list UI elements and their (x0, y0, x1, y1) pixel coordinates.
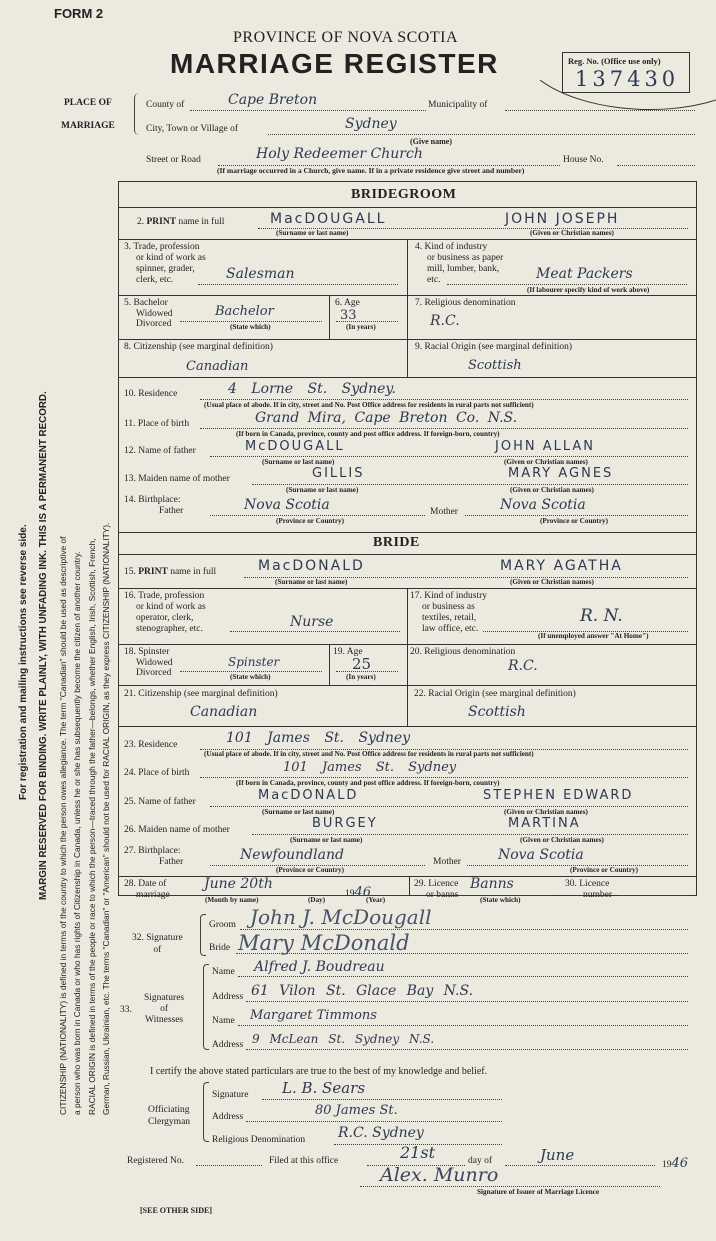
birth-caption: (If born in Canada, province, county and post office address. If foreign-born, country) (236, 430, 500, 438)
q25-label: 25. Name of father (124, 797, 196, 807)
clergy-brace (203, 1082, 209, 1142)
f-sur-caption: (Surname or last name) (262, 458, 335, 466)
q5-label: 5. Bachelor Widowed Divorced (124, 298, 173, 329)
groom-racial: Scottish (468, 358, 522, 373)
q3-label: 3. Trade, profession or kind of work as spinner, grader, clerk, etc. (124, 242, 206, 285)
b-given-caption: (Given or Christian names) (510, 578, 594, 586)
bride-given: MARY AGATHA (500, 558, 623, 574)
side-note-1: For registration and mailing instructions see reverse side. (18, 524, 29, 800)
officiating-label: Officiating Clergyman (148, 1105, 191, 1127)
side-note-4: a person who was born in Canada or who has rights of Citizenship in Canada, unless he or she has subsequently become the citizen of another country. (72, 551, 82, 1115)
city-value: Sydney (345, 116, 397, 132)
county-label: County of (146, 100, 185, 110)
issuer-signature: Alex. Munro (380, 1164, 499, 1186)
municipality-label: Municipality of (428, 100, 488, 110)
q8-label: 8. Citizenship (see marginal definition) (124, 342, 273, 352)
bride-citizenship: Canadian (190, 704, 258, 720)
q20-label: 20. Religious denomination (410, 647, 516, 657)
side-note-2: MARGIN RESERVED FOR BINDING. WRITE PLAINLY, WITH UNFADING INK. THIS IS A PERMANENT RECORD. (38, 391, 49, 900)
q10-label: 10. Residence (124, 389, 178, 399)
bpc-caption-1: (Province or Country) (276, 866, 345, 874)
status-caption: (State which) (230, 323, 271, 331)
day-of-label: day of (468, 1156, 493, 1166)
groom-status: Bachelor (215, 304, 274, 319)
reg-label: Reg. No. (Office use only) (568, 56, 661, 66)
bride-father-bp: Newfoundland (240, 847, 344, 863)
certify-text: I certify the above stated particulars are true to the best of my knowledge and belief. (150, 1066, 488, 1077)
groom-given: JOHN JOSEPH (505, 211, 620, 227)
page-title: MARRIAGE REGISTER (170, 48, 499, 79)
filed-label: Filed at this office (269, 1156, 339, 1166)
city-label: City, Town or Village of (146, 124, 238, 134)
bride-mother-bp: Nova Scotia (498, 847, 584, 863)
side-note-6: German, Russian, Ukrainian, etc. The terms "Canadian" or "American" should not be used for RACIAL ORIGIN, as they express CITIZENSHIP (NATIONALITY). (101, 522, 111, 1115)
bride-mother-bp-label: Mother (433, 857, 461, 867)
registered-no-label: Registered No. (127, 1156, 184, 1166)
bride-status: Spinster (228, 655, 280, 669)
q7-label: 7. Religious denomination (415, 298, 516, 308)
bf-given-caption: (Given or Christian names) (504, 808, 588, 816)
q21-label: 21. Citizenship (see marginal definition) (124, 689, 278, 699)
q14-label: 14. Birthplace: Father (124, 495, 184, 516)
res-caption: (Usual place of abode. If in city, street and No. Post Office address for residents in rural parts not sufficient) (204, 401, 534, 409)
b-status-caption: (State which) (230, 673, 271, 681)
b-sur-caption: (Surname or last name) (275, 578, 348, 586)
filed-day: 21st (400, 1143, 435, 1162)
bride-surname: MacDONALD (258, 558, 365, 574)
month-caption: (Month by name) (205, 896, 259, 904)
bride-father-given: STEPHEN EDWARD (483, 788, 634, 803)
q4-caption: (If labourer specify kind of work above) (527, 286, 650, 294)
pc-caption-1: (Province or Country) (276, 517, 345, 525)
form-id: FORM 2 (54, 6, 104, 21)
side-note-5: RACIAL ORIGIN is defined in terms of the people or race to which the person—traced through the father—belongs, whether English, Irish, Scottish, French, (87, 538, 97, 1115)
q26-label: 26. Maiden name of mother (124, 825, 230, 835)
reg-number: 137430 (575, 67, 680, 91)
groom-birthplace: Grand Mira, Cape Breton Co. N.S. (255, 410, 518, 426)
bride-signature: Mary McDonald (238, 931, 410, 955)
q32-label: 32. Signature of (132, 933, 183, 955)
q18-label: 18. Spinster Widowed Divorced (124, 647, 173, 678)
marriage-label: MARRIAGE (61, 121, 115, 131)
marriage-year: 1946 (345, 885, 372, 900)
q33-label: Signatures of Witnesses (144, 993, 185, 1025)
q33-number: 33. (120, 1005, 132, 1015)
clergy-rel-label: Religious Denomination (212, 1135, 306, 1145)
q9-label: 9. Racial Origin (see marginal definition) (415, 342, 573, 352)
bride-residence: 101 James St. Sydney (226, 730, 411, 746)
bride-father-surname: MacDONALD (258, 788, 359, 803)
issuer-caption: Signature of Issuer of Marriage Licence (477, 1188, 600, 1196)
q17-label: 17. Kind of industry or business as textiles, retail, law office, etc. (410, 591, 488, 634)
groom-residence: 4 Lorne St. Sydney. (228, 381, 396, 397)
bpc-caption-2: (Province or Country) (570, 866, 639, 874)
q17-caption: (If unemployed answer "At Home") (538, 632, 649, 640)
age-caption: (In years) (346, 323, 376, 331)
groom-father-surname: McDOUGALL (245, 439, 345, 454)
groom-trade: Salesman (226, 266, 295, 282)
see-other-side: [SEE OTHER SIDE] (140, 1206, 213, 1215)
bride-heading: BRIDE (373, 535, 420, 550)
q29-label: 29. Licence or banns (414, 879, 459, 900)
groom-surname: MacDOUGALL (270, 211, 387, 227)
groom-age: 33 (340, 308, 357, 323)
q33-brace (203, 964, 209, 1050)
groom-mother-bp-label: Mother (430, 507, 458, 517)
year-caption: (Year) (366, 896, 386, 904)
q28-label: 28. Date of marriage (124, 879, 170, 900)
w2-name-label: Name (212, 1016, 235, 1026)
q12-label: 12. Name of father (124, 446, 196, 456)
bf-sur-caption: (Surname or last name) (262, 808, 335, 816)
groom-industry: Meat Packers (536, 266, 633, 282)
m-sur-caption: (Surname or last name) (286, 486, 359, 494)
given-caption: (Given or Christian names) (530, 229, 614, 237)
marriage-date: June 20th (204, 876, 273, 892)
clergy-address: 80 James St. (315, 1103, 398, 1118)
groom-mother-given: MARY AGNES (508, 466, 614, 481)
place-note: (If marriage occurred in a Church, give name. If in a private residence give street and number) (217, 166, 525, 175)
bm-given-caption: (Given or Christian names) (520, 836, 604, 844)
clergy-sig-label: Signature (212, 1090, 249, 1100)
house-label: House No. (563, 155, 604, 165)
give-name-caption: (Give name) (410, 137, 452, 146)
bm-sur-caption: (Surname or last name) (290, 836, 363, 844)
w1-addr-label: Address (212, 992, 244, 1002)
q23-label: 23. Residence (124, 740, 178, 750)
groom-sig-label: Groom (209, 920, 236, 930)
groom-father-given: JOHN ALLAN (495, 439, 595, 454)
b-birth-caption: (If born in Canada, province, county and post office address. If foreign-born, country) (236, 779, 500, 787)
w1-address: 61 Vilon St. Glace Bay N.S. (251, 983, 474, 999)
q32-brace (200, 914, 206, 956)
day-caption: (Day) (308, 896, 326, 904)
q27-label: 27. Birthplace: Father (124, 846, 184, 867)
q19-label: 19. Age (333, 647, 363, 657)
street-label: Street or Road (146, 155, 201, 165)
groom-mother-bp: Nova Scotia (500, 497, 586, 513)
bride-sig-label: Bride (209, 943, 231, 953)
b-res-caption: (Usual place of abode. If in city, street and No. Post Office address for residents in rural parts not sufficient) (204, 750, 534, 758)
b-age-caption: (In years) (346, 673, 376, 681)
q13-label: 13. Maiden name of mother (124, 474, 230, 484)
street-value: Holy Redeemer Church (256, 146, 423, 162)
bride-religion: R.C. (508, 658, 538, 674)
m-given-caption: (Given or Christian names) (510, 486, 594, 494)
reg-curve (540, 80, 716, 120)
state-caption: (State which) (480, 896, 521, 904)
w2-name: Margaret Timmons (250, 1008, 377, 1023)
groom-religion: R.C. (430, 313, 460, 329)
bride-trade: Nurse (290, 614, 334, 630)
f-given-caption: (Given or Christian names) (504, 458, 588, 466)
q30-label: 30. Licence number (565, 879, 613, 900)
clergy-denomination: R.C. Sydney (338, 1125, 424, 1141)
q2-label: 2. PRINT name in full (137, 217, 225, 227)
groom-signature: John J. McDougall (250, 905, 432, 929)
filed-year: 1946 (662, 1156, 689, 1171)
place-of-label: PLACE OF (64, 98, 112, 108)
q16-label: 16. Trade, profession or kind of work as operator, clerk, stenographer, etc. (124, 591, 206, 634)
province-heading: PROVINCE OF NOVA SCOTIA (233, 29, 459, 46)
bride-birthplace: 101 James St. Sydney (283, 760, 457, 775)
w1-name: Alfred J. Boudreau (254, 959, 385, 975)
groom-father-bp: Nova Scotia (244, 497, 330, 513)
bride-industry: R. N. (580, 606, 623, 626)
county-value: Cape Breton (228, 92, 318, 108)
q15-label: 15. PRINT name in full (124, 567, 217, 577)
w2-addr-label: Address (212, 1040, 244, 1050)
q11-label: 11. Place of birth (124, 419, 190, 429)
bride-racial: Scottish (468, 704, 526, 720)
bride-mother-given: MARTINA (508, 816, 581, 831)
w1-name-label: Name (212, 967, 235, 977)
w2-address: 9 McLean St. Sydney N.S. (252, 1032, 435, 1046)
q4-label: 4. Kind of industry or business as paper mill, lumber, bank, etc. (415, 242, 504, 285)
surname-caption: (Surname or last name) (276, 229, 349, 237)
groom-mother-surname: GILLIS (312, 466, 365, 481)
pc-caption-2: (Province or Country) (540, 517, 609, 525)
q22-label: 22. Racial Origin (see marginal definition) (414, 689, 576, 699)
bridegroom-heading: BRIDEGROOM (351, 187, 457, 202)
groom-citizenship: Canadian (186, 359, 249, 374)
q6-label: 6. Age (335, 298, 360, 308)
banns-value: Banns (470, 876, 514, 892)
clergy-addr-label: Address (212, 1112, 244, 1122)
clergy-signature: L. B. Sears (282, 1079, 366, 1097)
bride-mother-surname: BURGEY (312, 816, 378, 831)
bride-age: 25 (352, 655, 372, 673)
q24-label: 24. Place of birth (124, 768, 190, 778)
side-note-3: CITIZENSHIP (NATIONALITY) is defined in terms of the country to which the person owes allegiance. The term "Canadian" should be used as descriptive of (58, 536, 68, 1115)
place-brace (134, 93, 139, 135)
filed-month: June (540, 1146, 575, 1164)
